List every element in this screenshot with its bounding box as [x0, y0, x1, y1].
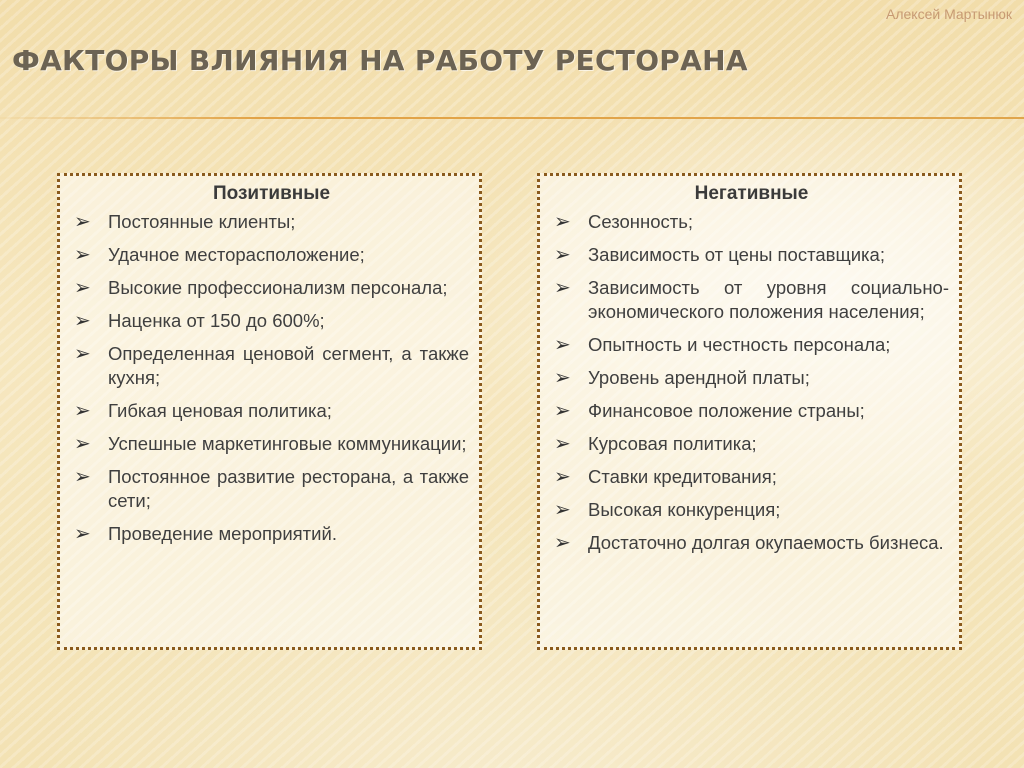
list-item-text: Достаточно долгая окупаемость бизнеса. [588, 532, 944, 553]
list-item [74, 522, 469, 546]
arrow-bullet-icon: ➢ [74, 244, 91, 266]
arrow-bullet-icon: ➢ [74, 277, 91, 299]
list-item [74, 210, 469, 234]
list-item-text: Высокая конкуренция; [588, 499, 781, 520]
list-item [554, 243, 949, 267]
arrow-bullet-icon: ➢ [554, 244, 571, 266]
list-item [74, 309, 469, 333]
title-divider [0, 117, 1024, 119]
negative-list [554, 210, 949, 555]
arrow-bullet-icon: ➢ [554, 532, 571, 554]
arrow-bullet-icon: ➢ [74, 466, 91, 488]
positive-factors-box [57, 173, 482, 650]
list-item [74, 465, 469, 513]
list-item-text: Проведение мероприятий. [108, 523, 337, 544]
arrow-bullet-icon: ➢ [554, 499, 571, 521]
list-item-text: Уровень арендной платы; [588, 367, 810, 388]
list-item-text: Удачное месторасположение; [108, 244, 365, 265]
negative-heading: Негативные [694, 183, 809, 204]
list-item [74, 276, 469, 300]
list-item [554, 465, 949, 489]
list-item-text: Сезонность; [588, 211, 694, 232]
positive-list [74, 210, 469, 546]
list-item [74, 243, 469, 267]
list-item-text: Наценка от 150 до 600%; [108, 310, 325, 331]
arrow-bullet-icon: ➢ [74, 343, 91, 365]
list-item [74, 342, 469, 390]
list-item [554, 498, 949, 522]
list-item [74, 399, 469, 423]
list-item-text: Гибкая ценовая политика; [108, 400, 332, 421]
arrow-bullet-icon: ➢ [74, 310, 91, 332]
list-item-text: Высокие профессионализм персонала; [108, 277, 448, 298]
list-item [554, 399, 949, 423]
arrow-bullet-icon: ➢ [554, 334, 571, 356]
arrow-bullet-icon: ➢ [554, 433, 571, 455]
arrow-bullet-icon: ➢ [74, 433, 91, 455]
list-item-text: Ставки кредитования; [588, 466, 777, 487]
list-item-text: Финансовое положение страны; [588, 400, 865, 421]
arrow-bullet-icon: ➢ [74, 523, 91, 545]
arrow-bullet-icon: ➢ [554, 400, 571, 422]
list-item-text: Определенная ценовой сегмент, а также кухня; [108, 343, 469, 388]
list-item [554, 210, 949, 234]
slide-title: ФАКТОРЫ ВЛИЯНИЯ НА РАБОТУ РЕСТОРАНА [12, 44, 748, 77]
list-item [554, 366, 949, 390]
list-item-text: Постоянное развитие ресторана, а также сети; [108, 466, 469, 511]
arrow-bullet-icon: ➢ [74, 211, 91, 233]
author-name: Алексей Мартынюк [886, 6, 1012, 22]
list-item [74, 432, 469, 456]
list-item-text: Успешные маркетинговые коммуникации; [108, 433, 467, 454]
list-item [554, 276, 949, 324]
arrow-bullet-icon: ➢ [554, 367, 571, 389]
list-item-text: Опытность и честность персонала; [588, 334, 891, 355]
list-item-text: Постоянные клиенты; [108, 211, 296, 232]
list-item-text: Курсовая политика; [588, 433, 757, 454]
list-item [554, 531, 949, 555]
positive-heading: Позитивные [212, 183, 331, 204]
negative-factors-box [537, 173, 962, 650]
arrow-bullet-icon: ➢ [554, 211, 571, 233]
list-item-text: Зависимость от уровня социально-экономического положения населения; [588, 277, 949, 322]
arrow-bullet-icon: ➢ [554, 466, 571, 488]
list-item-text: Зависимость от цены поставщика; [588, 244, 885, 265]
arrow-bullet-icon: ➢ [74, 400, 91, 422]
list-item [554, 333, 949, 357]
arrow-bullet-icon: ➢ [554, 277, 571, 299]
list-item [554, 432, 949, 456]
